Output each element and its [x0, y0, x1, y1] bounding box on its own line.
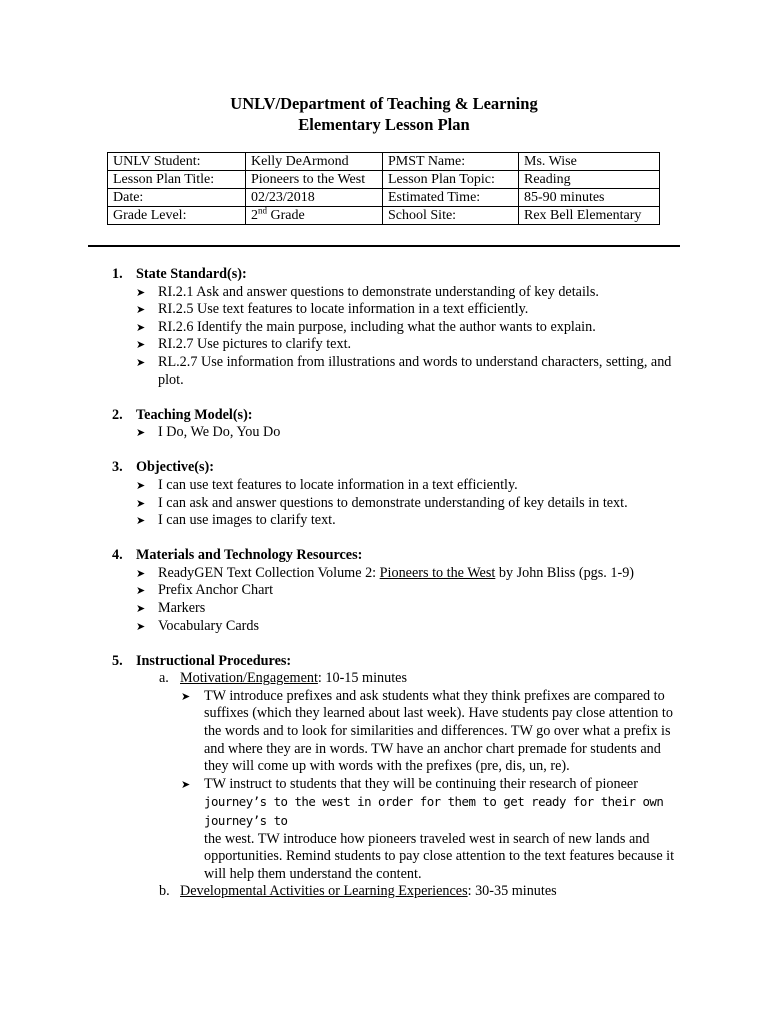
page-subtitle: Elementary Lesson Plan [298, 115, 470, 134]
table-cell: Rex Bell Elementary [519, 207, 660, 225]
sub-item-label: Developmental Activities or Learning Experiences [180, 883, 468, 900]
sub-item-motivation [0, 670, 768, 688]
list-item-text: RI.2.5 Use text features to locate information in a text efficiently. [158, 301, 529, 318]
list-item [0, 336, 768, 354]
list-item [0, 565, 768, 583]
table-cell: Kelly DeArmond [246, 153, 383, 171]
grade-suffix: nd [258, 205, 267, 216]
section-heading [0, 266, 768, 284]
book-title: Pioneers to the West [379, 564, 496, 581]
list-item-text: I can use images to clarify text. [158, 512, 336, 529]
section-objectives [0, 459, 768, 529]
list-item [0, 424, 768, 442]
table-cell: School Site: [383, 207, 519, 225]
list-item-text: Prefix Anchor Chart [158, 582, 274, 599]
section-heading [0, 459, 768, 477]
section-state-standards [0, 266, 768, 389]
list-item [0, 512, 768, 530]
sub-item-label: Motivation/Engagement [180, 670, 318, 687]
arrowhead-bullet-icon: ➤ [181, 689, 191, 703]
info-table [107, 152, 660, 225]
list-item-text: I can ask and answer questions to demonstrate understanding of key details in text. [158, 494, 628, 511]
list-item-text: ReadyGEN Text Collection Volume 2: [158, 564, 380, 581]
section-number: 2. [112, 406, 123, 423]
arrowhead-bullet-icon: ➤ [136, 320, 146, 334]
arrowhead-bullet-icon: ➤ [136, 303, 146, 317]
table-row [108, 207, 660, 225]
table-cell: Date: [108, 189, 246, 207]
arrowhead-bullet-icon: ➤ [136, 285, 146, 299]
list-item-text: I can use text features to locate information in a text efficiently. [158, 476, 518, 493]
list-item-text: TW instruct to students that they will be continuing their research of pioneer [204, 775, 638, 792]
divider [88, 245, 680, 247]
sub-item-time: : 10-15 minutes [317, 670, 407, 687]
list-item [0, 600, 768, 618]
table-cell: PMST Name: [383, 153, 519, 171]
sub-item-letter: b. [159, 883, 170, 900]
list-item-text: RI.2.7 Use pictures to clarify text. [158, 336, 352, 353]
list-item-text: the west. TW introduce how pioneers traveled west in search of new lands and opportunities. Remind students to pay close attention to the text features because it will help them understand the content. [204, 830, 675, 882]
arrowhead-bullet-icon: ➤ [136, 338, 146, 352]
table-cell: Pioneers to the West [246, 171, 383, 189]
section-number: 1. [112, 266, 123, 282]
table-cell: UNLV Student: [108, 153, 246, 171]
list-item-text: TW introduce prefixes and ask students what they think prefixes are compared to suffixes (which they learned about last week). Have students pay close attention to the words and to look for similarities and differences. TW go over what a prefix is and where they are in words. TW have an anchor chart premade for students and they will come up with words with the prefixes (pre, dis, un, re). [204, 687, 673, 775]
list-item-text: journey’s to the west in order for them to get ready for their own journey’s to [204, 794, 664, 829]
sub-item-time: : 30-35 minutes [467, 883, 557, 900]
list-item-text: Vocabulary Cards [158, 617, 259, 634]
sub-item-developmental [0, 883, 768, 901]
section-title: Teaching Model(s): [136, 406, 253, 423]
list-item [0, 354, 768, 389]
list-item [0, 319, 768, 337]
section-number: 4. [112, 547, 123, 564]
table-row [108, 189, 660, 207]
page-title: UNLV/Department of Teaching & Learning [230, 94, 538, 113]
section-title: State Standard(s): [136, 266, 247, 282]
section-heading [0, 547, 768, 565]
list-item [0, 477, 768, 495]
list-item-text: RI.2.1 Ask and answer questions to demonstrate understanding of key details. [158, 283, 599, 300]
arrowhead-bullet-icon: ➤ [136, 496, 146, 510]
list-item [0, 688, 768, 776]
section-heading [0, 653, 768, 671]
list-item-text: RL.2.7 Use information from illustrations and words to understand characters, setting, and plot. [158, 353, 672, 388]
sub-item-letter: a. [159, 670, 169, 687]
list-item [0, 284, 768, 302]
arrowhead-bullet-icon: ➤ [136, 566, 146, 580]
table-cell: Lesson Plan Title: [108, 171, 246, 189]
list-item [0, 582, 768, 600]
arrowhead-bullet-icon: ➤ [136, 514, 146, 528]
section-number: 5. [112, 652, 123, 669]
list-item-text: Markers [158, 600, 206, 616]
section-heading [0, 407, 768, 425]
arrowhead-bullet-icon: ➤ [136, 355, 146, 369]
table-cell: Estimated Time: [383, 189, 519, 207]
list-item [0, 776, 768, 884]
table-row [108, 153, 660, 171]
arrowhead-bullet-icon: ➤ [136, 426, 146, 440]
list-item-text: by John Bliss (pgs. 1-9) [495, 564, 635, 581]
table-cell: Lesson Plan Topic: [383, 171, 519, 189]
list-item-text: RI.2.6 Identify the main purpose, including what the author wants to explain. [158, 318, 596, 335]
section-title: Objective(s): [136, 459, 214, 476]
grade-number: 2 [251, 208, 258, 223]
arrowhead-bullet-icon: ➤ [136, 584, 146, 598]
section-title: Instructional Procedures: [136, 652, 292, 669]
grade-cell [246, 207, 383, 225]
section-title: Materials and Technology Resources: [136, 547, 363, 564]
table-cell: Reading [519, 171, 660, 189]
table-cell: 02/23/2018 [246, 189, 383, 207]
section-teaching-models [0, 407, 768, 442]
list-item-text: I Do, We Do, You Do [158, 424, 281, 441]
table-cell: 85-90 minutes [519, 189, 660, 207]
table-row [108, 171, 660, 189]
section-materials [0, 547, 768, 635]
section-number: 3. [112, 459, 123, 476]
list-item [0, 301, 768, 319]
table-cell: Grade Level: [108, 207, 246, 225]
list-item [0, 618, 768, 636]
section-instructional-procedures [0, 653, 768, 901]
arrowhead-bullet-icon: ➤ [136, 478, 146, 492]
lesson-content [0, 266, 768, 919]
table-cell: Ms. Wise [519, 153, 660, 171]
arrowhead-bullet-icon: ➤ [136, 619, 146, 633]
grade-word: Grade [267, 208, 305, 223]
list-item [0, 495, 768, 513]
arrowhead-bullet-icon: ➤ [136, 602, 146, 615]
arrowhead-bullet-icon: ➤ [181, 777, 191, 791]
